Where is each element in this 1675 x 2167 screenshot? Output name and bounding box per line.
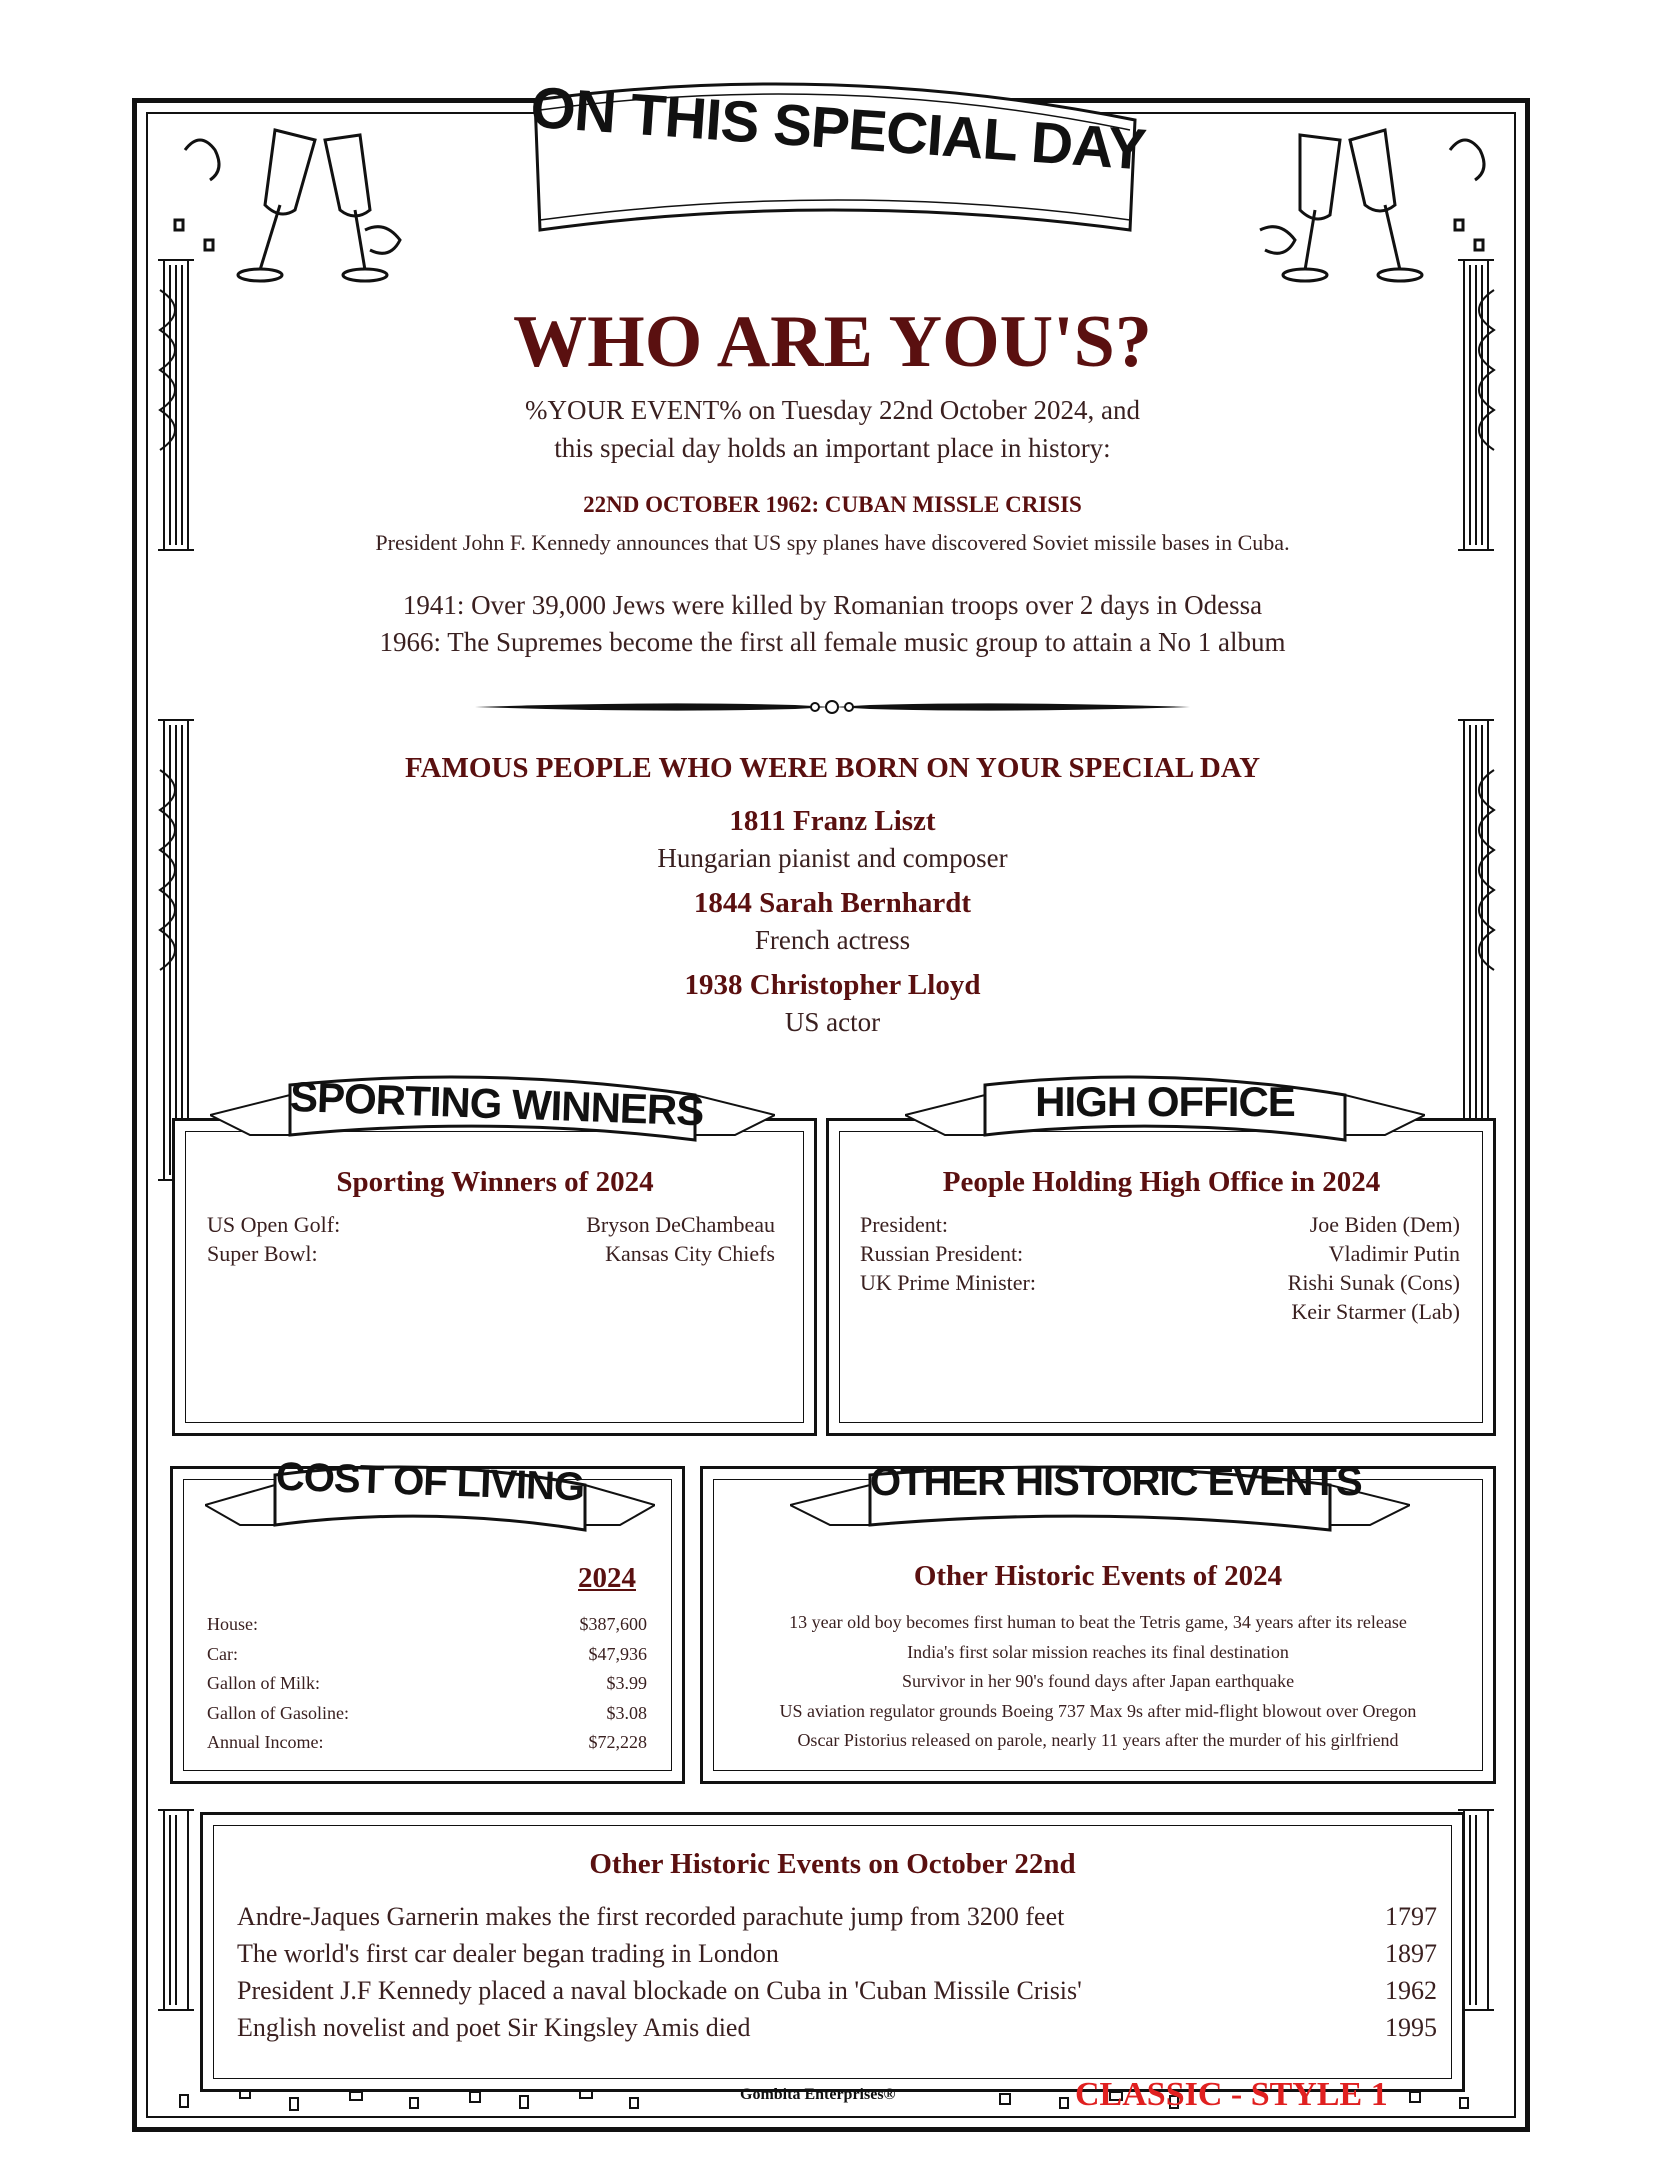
- october-title: Other Historic Events on October 22nd: [589, 1848, 1076, 1880]
- october-event-year: 1995: [1385, 2013, 1437, 2042]
- sporting-value: Kansas City Chiefs: [605, 1241, 775, 1266]
- office-value: Joe Biden (Dem): [1309, 1212, 1460, 1237]
- company-credit: Gombita Enterprises®: [740, 2086, 896, 2103]
- event-1966: 1966: The Supremes become the first all female music group to attain a No 1 album: [379, 627, 1286, 657]
- other-events-list: [708, 1608, 1488, 1756]
- office-value: Keir Starmer (Lab): [1291, 1299, 1460, 1324]
- famous-person-desc: French actress: [754, 925, 911, 955]
- sporting-value: Bryson DeChambeau: [586, 1212, 775, 1237]
- page-title: WHO ARE YOU'S?: [513, 301, 1152, 383]
- headline-description: President John F. Kennedy announces that US spy planes have discovered Soviet missile bases in Cuba.: [375, 530, 1290, 555]
- sporting-banner-text: SPORTING WINNERS: [289, 1072, 705, 1135]
- famous-person-name: 1844 Sarah Bernhardt: [693, 887, 972, 919]
- october-list: [237, 1898, 1437, 2046]
- office-value: Vladimir Putin: [1328, 1241, 1460, 1266]
- cost-row: [207, 1728, 647, 1758]
- top-banner-text: ON THIS SPECIAL DAY: [528, 74, 1148, 183]
- october-row: [237, 1898, 1437, 1935]
- cost-row: [207, 1610, 647, 1640]
- sporting-label: Super Bowl:: [207, 1241, 318, 1266]
- famous-person-desc: US actor: [784, 1007, 881, 1037]
- office-value: Rishi Sunak (Cons): [1287, 1270, 1460, 1295]
- october-event-text: President J.F Kennedy placed a naval blockade on Cuba in 'Cuban Missile Crisis': [237, 1976, 1082, 2005]
- office-row: [860, 1297, 1460, 1326]
- october-row: [237, 1935, 1437, 1972]
- champagne-glasses-left-icon: [165, 120, 425, 290]
- october-row: [237, 1972, 1437, 2009]
- october-event-text: English novelist and poet Sir Kingsley Amis died: [237, 2013, 751, 2042]
- sporting-row: [207, 1239, 775, 1268]
- other-events-title: Other Historic Events of 2024: [913, 1560, 1283, 1592]
- october-event-year: 1797: [1385, 1902, 1437, 1931]
- office-row: [860, 1210, 1460, 1239]
- cost-value: $3.99: [606, 1673, 647, 1693]
- cost-label: Gallon of Milk:: [207, 1673, 320, 1693]
- cost-label: Annual Income:: [207, 1732, 324, 1752]
- sporting-rows: [207, 1210, 775, 1268]
- famous-person-name: 1811 Franz Liszt: [729, 805, 936, 837]
- high-office-title: People Holding High Office in 2024: [942, 1166, 1381, 1198]
- october-event-year: 1962: [1385, 1976, 1437, 2005]
- intro-line-2: this special day holds an important place in history:: [554, 433, 1111, 463]
- style-label: CLASSIC - STYLE 1: [1075, 2076, 1388, 2113]
- sporting-row: [207, 1210, 775, 1239]
- cost-year: 2024: [578, 1562, 636, 1594]
- cost-banner-text: COST OF LIVING: [275, 1454, 585, 1510]
- champagne-glasses-right-icon: [1240, 120, 1500, 290]
- ornamental-divider: [475, 695, 1190, 719]
- october-event-text: The world's first car dealer began trading in London: [237, 1939, 779, 1968]
- famous-heading: FAMOUS PEOPLE WHO WERE BORN ON YOUR SPECIAL DAY: [404, 752, 1261, 784]
- office-label: UK Prime Minister:: [860, 1270, 1036, 1295]
- office-row: [860, 1268, 1460, 1297]
- cost-value: $3.08: [606, 1702, 647, 1723]
- cost-value: $387,600: [579, 1614, 647, 1634]
- other-event-item: India's first solar mission reaches its final destination: [907, 1641, 1289, 1662]
- october-row: [237, 2009, 1437, 2046]
- cost-value: $47,936: [588, 1643, 647, 1664]
- high-office-rows: [860, 1210, 1460, 1326]
- famous-person-name: 1938 Christopher Lloyd: [684, 969, 981, 1001]
- cost-row: [207, 1669, 647, 1699]
- other-event-item: Oscar Pistorius released on parole, nearly 11 years after the murder of his girlfriend: [797, 1730, 1399, 1750]
- headline-event: 22ND OCTOBER 1962: CUBAN MISSLE CRISIS: [583, 492, 1082, 517]
- high-office-banner-text: HIGH OFFICE: [1035, 1078, 1295, 1125]
- other-event-item: US aviation regulator grounds Boeing 737 Max 9s after mid-flight blowout over Oregon: [779, 1700, 1417, 1721]
- october-event-year: 1897: [1385, 1939, 1437, 1968]
- cost-label: Gallon of Gasoline:: [207, 1702, 349, 1723]
- cost-value: $72,228: [588, 1732, 647, 1752]
- other-events-banner-text: OTHER HISTORIC EVENTS: [870, 1460, 1362, 1504]
- october-event-text: Andre-Jaques Garnerin makes the first recorded parachute jump from 3200 feet: [237, 1902, 1065, 1931]
- office-label: President:: [860, 1212, 948, 1237]
- cost-row: [207, 1699, 647, 1729]
- sporting-label: US Open Golf:: [207, 1212, 341, 1237]
- office-row: [860, 1239, 1460, 1268]
- cost-label: House:: [207, 1614, 258, 1634]
- event-1941: 1941: Over 39,000 Jews were killed by Romanian troops over 2 days in Odessa: [402, 590, 1263, 620]
- cost-label: Car:: [207, 1643, 238, 1664]
- sporting-title: Sporting Winners of 2024: [336, 1166, 654, 1198]
- famous-person-desc: Hungarian pianist and composer: [657, 843, 1008, 873]
- office-label: Russian President:: [860, 1241, 1024, 1266]
- cost-rows: [207, 1610, 647, 1758]
- other-event-item: Survivor in her 90's found days after Japan earthquake: [901, 1671, 1295, 1691]
- cost-row: [207, 1640, 647, 1670]
- intro-line-1: %YOUR EVENT% on Tuesday 22nd October 2024, and: [525, 395, 1140, 425]
- other-event-item: 13 year old boy becomes first human to beat the Tetris game, 34 years after its release: [789, 1612, 1407, 1632]
